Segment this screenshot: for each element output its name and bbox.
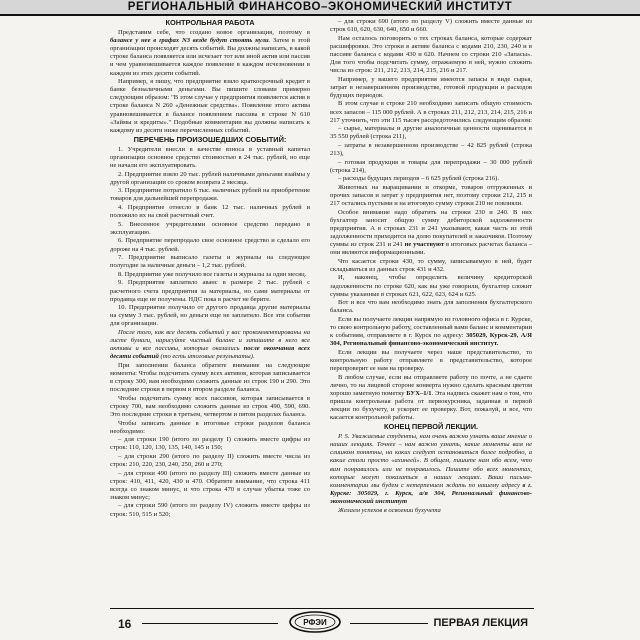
event-item: 8. Предприятие уже получило все газеты и журналы за один месяц. bbox=[118, 270, 307, 278]
paragraph: Если лекции вы получаете через наше представительство, то контрольную работу отправляете в представительство, которое перепроверит ее нам на проверку. bbox=[330, 348, 532, 372]
event-item: 1. Учредители внесли в качестве взноса в уставный капитал организации основное средство стоимостью в 24 тыс. рублей, но еще не начали его эксплуатировать. bbox=[110, 145, 310, 170]
heading-end-of-lecture: КОНЕЦ ПЕРВОЙ ЛЕКЦИИ. bbox=[383, 422, 479, 432]
svg-text:РФЭИ: РФЭИ bbox=[303, 618, 327, 627]
paragraph: В этом случае в строке 210 необходимо записать общую стоимость всех запасов – 115 000 рублей. А в строках 211, 212, 213, 214, 215, 216 и 217 уточнить, что эти 115 тысяч рассредоточились следующим образом: bbox=[330, 100, 532, 124]
postscript: P. S. Уважаемые студенты, нам очень важно узнать ваше мнение о наших лекциях. Точнее – нам важно узнать, какие моменты вам не слишком понятны, на каких следует остановиться более подробно, а какие стали просто «ахинеей». В общем, пишите нам обо всем, что вам понравилось или не понравилось. Пишите обо всех моментах, которые могут показаться в наших лекциях. Ваши письма-комментарии мы будем с нетерпением ждать по нашему адресу в г. Курске: 305029, г. Курск, а/я 304, Региональный финансово-экономический институт bbox=[330, 433, 532, 505]
heading-control-work: КОНТРОЛЬНАЯ РАБОТА bbox=[165, 18, 255, 27]
footer-rule bbox=[350, 623, 428, 624]
right-column bbox=[330, 18, 532, 515]
event-item: 6. Предприятие перепродало свое основное средство и сделало его дороже на 4 тыс. рублей. bbox=[110, 237, 310, 253]
header-bar bbox=[0, 0, 640, 16]
heading-events-list: ПЕРЕЧЕНЬ ПРОИЗОШЕДШИХ СОБЫТИЙ: bbox=[133, 134, 287, 144]
event-item: 3. Предприятие потратило 6 тыс. наличных рублей на приобретение товаров для дальнейшей перепродажи. bbox=[110, 187, 310, 203]
postal-address: 305029, Курск-29, А/Я 304, Региональный финансово-экономический институт. bbox=[330, 332, 532, 348]
paragraph: Чтобы подсчитать сумму всех пассивов, которая записывается в строку 700, вам необходимо сложить данные из строк 490, 590, 690. Это последние строки в третьем, четвертом и пятом разделах баланса. bbox=[110, 394, 310, 418]
institute-logo bbox=[288, 611, 342, 633]
event-item: 2. Предприятие взяло 20 тыс. рублей наличными деньгами взаймы у другой организации со сроком возврата 2 месяца. bbox=[110, 170, 310, 186]
footer-rule bbox=[142, 623, 278, 624]
left-column bbox=[110, 18, 310, 519]
bullet-item: – для строки 290 (итого по разделу II) сложить вместе числа из строк: 210, 220, 230, 240, 250, 260 и 270; bbox=[110, 452, 310, 468]
paragraph: Например, у вашего предприятия имеются запасы в виде сырья, затрат в незавершенном производстве, готовой продукции и расходов будущих периодов. bbox=[330, 75, 532, 99]
section-title: ПЕРВАЯ ЛЕКЦИЯ bbox=[433, 617, 528, 629]
paragraph: Особое внимание надо обратить на строки 230 и 240. В них бухгалтер заносит общую сумму дебиторской задолженности предприятия. А в строках 231 и 241 указывают, какая часть из этой задолженности приходится на долю покупателей и заказчиков. Поэтому суммы из строк 231 и 241 не участвуют в итоговых расчетах баланса – они являются информационными. bbox=[330, 208, 532, 257]
event-item: 10. Предприятие получило от другого продавца другие материалы на сумму 3 тыс. рублей, но деньги еще не заплатило. Все эти события для организации. bbox=[110, 304, 310, 328]
paragraph: Вот и все что вам необходимо знать для заполнения бухгалтерского баланса. bbox=[330, 299, 532, 315]
paragraph: После того, как все десять событий у вас прокомментированы на листе бумаги, нарисуйте чистый баланс и запишите в него все активы и все пассивы, которые оказались после окончания всех десяти событий (то есть итоговые результаты). bbox=[110, 328, 310, 361]
paragraph: В любом случае, если вы отправляете работу по почте, а не сдаете лично, то на лицевой стороне конверта нужно сделать красным цветом хорошо заметную пометку БУХ–1/1. Эта надпись скажет нам о том, что пришла контрольная работа от первокурсника, заданная в первой лекции по бухучету, и ускорит ее проверку. Вот, пожалуй, и все, что касается контрольной работы. bbox=[330, 373, 532, 421]
paragraph: Например, я пишу, что предприятие взяло краткосрочный кредит в банке безналичными деньгами. Вы пишите словами примерно следующим образом: "В этом случае у предприятия появляется актив в строке баланса N 260 «Денежные средства». Появление этого актива уравновешивается в балансе появлением пассива в строке N 610 «Займы и кредиты»." Подобные комментарии вы должны написать к каждому из десяти ниже перечисленных событий. bbox=[110, 78, 310, 134]
paragraph: Что касается строки 430, то сумму, записываемую в ней, будет складываться из данных строк 431 и 432. bbox=[330, 257, 532, 273]
bullet-item: – для строки 690 (итого по разделу V) сложить вместе данные из строк 610, 620, 630, 640, 650 и 660. bbox=[330, 18, 532, 34]
event-item: 7. Предприятие выписало газеты и журналы на следующее полугодие за наличные деньги – 1,2 тыс. рублей. bbox=[110, 254, 310, 270]
list-item: – сырье, материалы и другие аналогичные ценности оценивается в 35 550 рублей (строка 211), bbox=[330, 125, 532, 141]
paragraph: При заполнении баланса обратите внимание на следующие моменты: Чтобы подсчитать сумму всех активов, которая записывается в строку 300, вам необходимо сложить данные из строк 190 и 290. Это последние строки в первом и втором разделе баланса. bbox=[110, 361, 310, 394]
paragraph: Представим себе, что создано новое организация, поэтому в балансе у нее в графах N3 везде будут стоять нули. Затем в этой организации происходят десять событий. Вы должны написать, в какой строке баланса появляется или исчезает тот или иной актив или пассив и чем уравновешивается каждое появление в каждом исчезновении в каждом из этих десяти событий. bbox=[110, 29, 310, 77]
page-number: 16 bbox=[118, 617, 132, 631]
closing-wish: Желаем успехов в освоении бухучета bbox=[338, 506, 441, 514]
paragraph: Нам осталось поговорить о тех строках баланса, которые содержат расшифровки. Это строки в активе баланса с кодами 210, 230, 240 и в пассиве баланса с кодами 430 и 620. Начнем со строки 210 «Запасы». Для того чтобы подсчитать сумму, отражаемую в ней, нужно сложить числа из строк: 211, 212, 213, 214, 215, 216 и 217. bbox=[330, 34, 532, 75]
paragraph: И, наконец, чтобы определить величину кредиторской задолженности по строке 620, как вы уже говорили, бухгалтер сложит суммы указанные в строках 621, 622, 623, 624 и 625. bbox=[330, 274, 532, 298]
list-item: – расходы будущих периодов – 6 625 рублей (строка 216). bbox=[338, 175, 499, 183]
footer-bar bbox=[110, 608, 534, 635]
event-item: 4. Предприятие отнесло в банк 12 тыс. наличных рублей и положило их на свой расчетный счет. bbox=[110, 204, 310, 220]
paragraph: Животных на выращивании и откорме, товаров отгруженных и прочих запасов и затрат у предприятия нет, поэтому строки 212, 215 и 217 остались пустыми и на итоговую сумму строки 210 не повлияли. bbox=[330, 183, 532, 208]
institute-title: РЕГИОНАЛЬНЫЙ ФИНАНСОВО–ЭКОНОМИЧЕСКИЙ ИНСТИТУТ bbox=[127, 1, 513, 13]
event-item: 9. Предприятие заплатило аванс в размере 2 тыс. рублей с расчетного счета предприятия за материалы, но сами материалы от продавца еще не получены. НДС пока в расчет не берите. bbox=[110, 279, 310, 303]
bullet-item: – для строки 590 (итого по разделу IV) сложить вместе цифры из строк: 510, 515 и 520; bbox=[110, 502, 310, 518]
list-item: – готовая продукция и товары для перепродажи – 30 000 рублей (строка 214), bbox=[330, 158, 532, 174]
bullet-item: – для строки 190 (итого по разделу I) сложить вместе цифры из строк: 110, 120, 130, 135, 140, 145 и 150; bbox=[110, 436, 310, 452]
bullet-item: – для строки 490 (итого по разделу III) сложить вместе данные из строк: 410, 411, 420, 430 и 470. Обратите внимание, что строка 411 всегда со знаком минус, и что строка 470 в случае убытка тоже со знаком минус; bbox=[110, 469, 310, 501]
paragraph: Если вы получаете лекции напрямую из головного офиса в г. Курске, то свою контрольную работу, составленный вами баланс и комментарии к событиям, отправляете в г. Курск по адресу: 305029, Курск-29, А/Я 304, Региональный финансово-экономический институт. bbox=[330, 315, 532, 348]
paragraph: Чтобы записать данные в итоговые строки разделов баланса необходимо: bbox=[110, 419, 310, 435]
event-item: 5. Внесенное учредителями основное средство передано в эксплуатацию. bbox=[110, 220, 310, 236]
list-item: – затраты в незавершенном производстве – 42 825 рублей (строка 213), bbox=[330, 141, 532, 157]
